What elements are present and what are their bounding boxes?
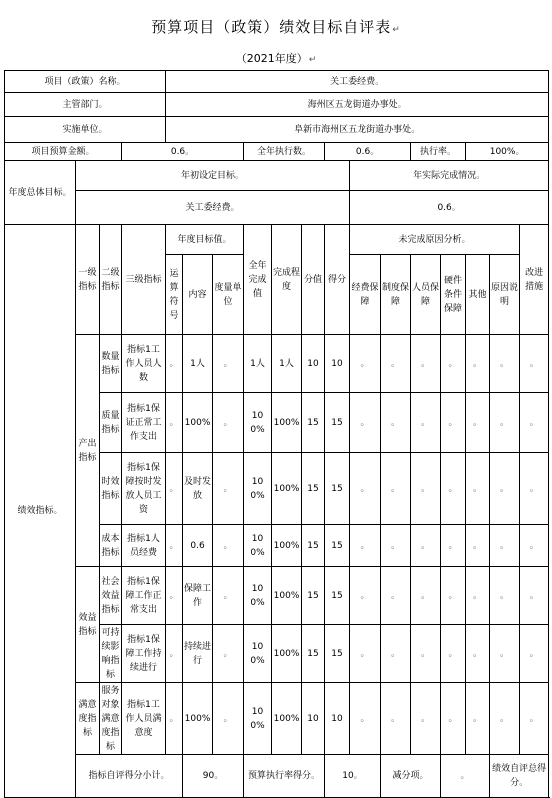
- row-score: 15: [302, 393, 325, 453]
- row-improve: 。: [520, 525, 549, 567]
- row-degree: 100%: [272, 683, 302, 755]
- row-full: 100%: [244, 525, 272, 567]
- project-name-value: 关工委经费。: [166, 71, 549, 93]
- row-r1: 。: [350, 625, 381, 683]
- row-r5: 。: [466, 335, 490, 393]
- row-r4: 。: [441, 683, 466, 755]
- row-level3: 指标1保证正常工作支出: [122, 393, 166, 453]
- row-degree: 100%: [272, 525, 302, 567]
- row-r3: 。: [411, 335, 441, 393]
- row-r5: 。: [466, 393, 490, 453]
- row-got: 15: [325, 393, 350, 453]
- row-degree: 100%: [272, 567, 302, 625]
- perf-label: 绩效指标。: [5, 225, 76, 798]
- row-r6: 。: [490, 683, 520, 755]
- exec-label: 全年执行数。: [244, 143, 325, 161]
- row-r3: 。: [411, 525, 441, 567]
- row-unit: 。: [213, 567, 244, 625]
- row-full: 100%: [244, 683, 272, 755]
- hdr-content: 内容: [183, 255, 213, 335]
- row-r2: 。: [381, 625, 411, 683]
- hdr-level2: 二级指标: [100, 225, 122, 335]
- row-content: 1人: [183, 335, 213, 393]
- row-r1: 。: [350, 683, 381, 755]
- row-got: 10: [325, 335, 350, 393]
- row-full: 100%: [244, 453, 272, 525]
- row-full: 100%: [244, 625, 272, 683]
- rate-value: 100%。: [466, 143, 549, 161]
- row-full: 1人: [244, 335, 272, 393]
- row-content: 100%: [183, 393, 213, 453]
- row-r6: 。: [490, 625, 520, 683]
- hdr-level1: 一级指标: [76, 225, 100, 335]
- row-level3: 指标1人员经费: [122, 525, 166, 567]
- row-level2: 服务对象满意度指标: [100, 683, 122, 755]
- row-level2: 成本指标: [100, 525, 122, 567]
- hdr-reason-other: 其他: [466, 255, 490, 335]
- row-r1: 。: [350, 567, 381, 625]
- hdr-unfinished: 未完成原因分析。: [350, 225, 520, 255]
- goal-set-label: 年初设定目标。: [76, 161, 350, 191]
- row-operator: 。: [166, 683, 183, 755]
- hdr-got: 得分: [325, 225, 350, 335]
- row-got: 15: [325, 567, 350, 625]
- goal-set-value: 关工委经费。: [76, 191, 350, 225]
- budget-label: 项目预算金额。: [5, 143, 122, 161]
- row-r6: 。: [490, 335, 520, 393]
- row-operator: 。: [166, 393, 183, 453]
- row-improve: 。: [520, 453, 549, 525]
- row-operator: 。: [166, 567, 183, 625]
- row-r4: 。: [441, 567, 466, 625]
- row-r4: 。: [441, 335, 466, 393]
- budget-value: 0.6。: [122, 143, 244, 161]
- row-got: 15: [325, 453, 350, 525]
- row-score: 10: [302, 683, 325, 755]
- row-r4: 。: [441, 625, 466, 683]
- annual-goal-label: 年度总体目标。: [5, 161, 76, 225]
- row-level2: 时效指标: [100, 453, 122, 525]
- row-unit: 。: [213, 525, 244, 567]
- row-r2: 。: [381, 525, 411, 567]
- rate-label: 执行率。: [411, 143, 466, 161]
- row-score: 15: [302, 567, 325, 625]
- row-operator: 。: [166, 453, 183, 525]
- hdr-degree: 完成程度: [272, 225, 302, 335]
- self-evaluation-table: [4, 70, 549, 798]
- row-r4: 。: [441, 453, 466, 525]
- dept-label: 主管部门。: [5, 93, 166, 117]
- subtotal-label: 指标自评得分小计。: [76, 755, 183, 798]
- row-r5: 。: [466, 453, 490, 525]
- row-score: 15: [302, 453, 325, 525]
- row-r2: 。: [381, 567, 411, 625]
- deduct-value: 。: [441, 755, 490, 798]
- row-r6: 。: [490, 567, 520, 625]
- exec-value: 0.6。: [325, 143, 411, 161]
- row-improve: 。: [520, 335, 549, 393]
- row-r1: 。: [350, 453, 381, 525]
- row-r6: 。: [490, 453, 520, 525]
- row-level3: 指标1工作人员人数: [122, 335, 166, 393]
- project-name-label: 项目（政策）名称。: [5, 71, 166, 93]
- row-r1: 。: [350, 393, 381, 453]
- row-improve: 。: [520, 393, 549, 453]
- row-level3: 指标1保障按时发放人员工资: [122, 453, 166, 525]
- row-r2: 。: [381, 683, 411, 755]
- row-r1: 。: [350, 525, 381, 567]
- row-degree: 100%: [272, 393, 302, 453]
- row-r3: 。: [411, 625, 441, 683]
- row-r5: 。: [466, 567, 490, 625]
- row-operator: 。: [166, 625, 183, 683]
- row-r1: 。: [350, 335, 381, 393]
- row-unit: 。: [213, 453, 244, 525]
- row-improve: 。: [520, 567, 549, 625]
- row-r6: 。: [490, 393, 520, 453]
- row-full: 100%: [244, 567, 272, 625]
- row-got: 10: [325, 683, 350, 755]
- row-degree: 1人: [272, 335, 302, 393]
- hdr-improve: 改进措施: [520, 225, 549, 335]
- hdr-reason-funding: 经费保障: [350, 255, 381, 335]
- row-level2: 质量指标: [100, 393, 122, 453]
- hdr-score: 分值: [302, 225, 325, 335]
- row-full: 100%: [244, 393, 272, 453]
- row-level3: 指标1保障工作正常支出: [122, 567, 166, 625]
- row-level2: 数量指标: [100, 335, 122, 393]
- row-operator: 。: [166, 525, 183, 567]
- group-satisfaction: 满意度指标: [76, 683, 100, 755]
- row-r3: 。: [411, 453, 441, 525]
- hdr-full-year: 全年完成值: [244, 225, 272, 335]
- impl-value: 阜新市海州区五龙街道办事处。: [166, 117, 549, 143]
- hdr-annual-target: 年度目标值。: [166, 225, 244, 255]
- row-score: 15: [302, 625, 325, 683]
- page-title: 预算项目（政策）绩效目标自评表↵: [151, 18, 401, 36]
- group-output: 产出指标: [76, 335, 100, 567]
- row-r5: 。: [466, 525, 490, 567]
- row-unit: 。: [213, 393, 244, 453]
- footer-row: [5, 755, 549, 798]
- hdr-reason-system: 制度保障: [381, 255, 411, 335]
- row-operator: 。: [166, 335, 183, 393]
- row-r3: 。: [411, 567, 441, 625]
- table-row: [5, 567, 549, 625]
- row-got: 15: [325, 625, 350, 683]
- row-got: 15: [325, 525, 350, 567]
- row-level2: 可持续影响指标: [100, 625, 122, 683]
- impl-label: 实施单位。: [5, 117, 166, 143]
- hdr-reason-hardware: 硬件条件保障: [441, 255, 466, 335]
- goal-actual-value: 0.6。: [350, 191, 549, 225]
- row-r4: 。: [441, 525, 466, 567]
- total-label: 绩效自评总得分。: [490, 755, 549, 798]
- row-improve: 。: [520, 683, 549, 755]
- row-r3: 。: [411, 393, 441, 453]
- row-r5: 。: [466, 683, 490, 755]
- hdr-unit: 度量单位: [213, 255, 244, 335]
- dept-value: 海州区五龙街道办事处。: [166, 93, 549, 117]
- table-row: [5, 683, 549, 755]
- group-benefit: 效益指标: [76, 567, 100, 683]
- row-unit: 。: [213, 335, 244, 393]
- row-r5: 。: [466, 625, 490, 683]
- goal-actual-label: 年实际完成情况。: [350, 161, 549, 191]
- row-content: 持续进行: [183, 625, 213, 683]
- exec-score-value: 10。: [325, 755, 381, 798]
- row-unit: 。: [213, 683, 244, 755]
- row-degree: 100%: [272, 625, 302, 683]
- deduct-label: 减分项。: [381, 755, 441, 798]
- row-improve: 。: [520, 625, 549, 683]
- row-content: 及时发放: [183, 453, 213, 525]
- row-content: 0.6: [183, 525, 213, 567]
- row-r2: 。: [381, 453, 411, 525]
- page-subtitle: （2021年度）↵: [235, 52, 317, 65]
- row-content: 保障工作: [183, 567, 213, 625]
- hdr-reason-staff: 人员保障: [411, 255, 441, 335]
- row-degree: 100%: [272, 453, 302, 525]
- hdr-level3: 三级指标: [122, 225, 166, 335]
- row-r4: 。: [441, 393, 466, 453]
- row-r3: 。: [411, 683, 441, 755]
- row-r2: 。: [381, 335, 411, 393]
- row-unit: 。: [213, 625, 244, 683]
- row-level3: 指标1工作人员满意度: [122, 683, 166, 755]
- row-r6: 。: [490, 525, 520, 567]
- row-level2: 社会效益指标: [100, 567, 122, 625]
- row-r2: 。: [381, 393, 411, 453]
- row-score: 15: [302, 525, 325, 567]
- row-score: 10: [302, 335, 325, 393]
- exec-score-label: 预算执行率得分。: [244, 755, 325, 798]
- hdr-operator: 运算符号: [166, 255, 183, 335]
- row-level3: 指标1保障工作持续进行: [122, 625, 166, 683]
- row-content: 100%: [183, 683, 213, 755]
- subtotal-value: 90。: [183, 755, 244, 798]
- table-row: [5, 335, 549, 393]
- hdr-reason-desc: 原因说明: [490, 255, 520, 335]
